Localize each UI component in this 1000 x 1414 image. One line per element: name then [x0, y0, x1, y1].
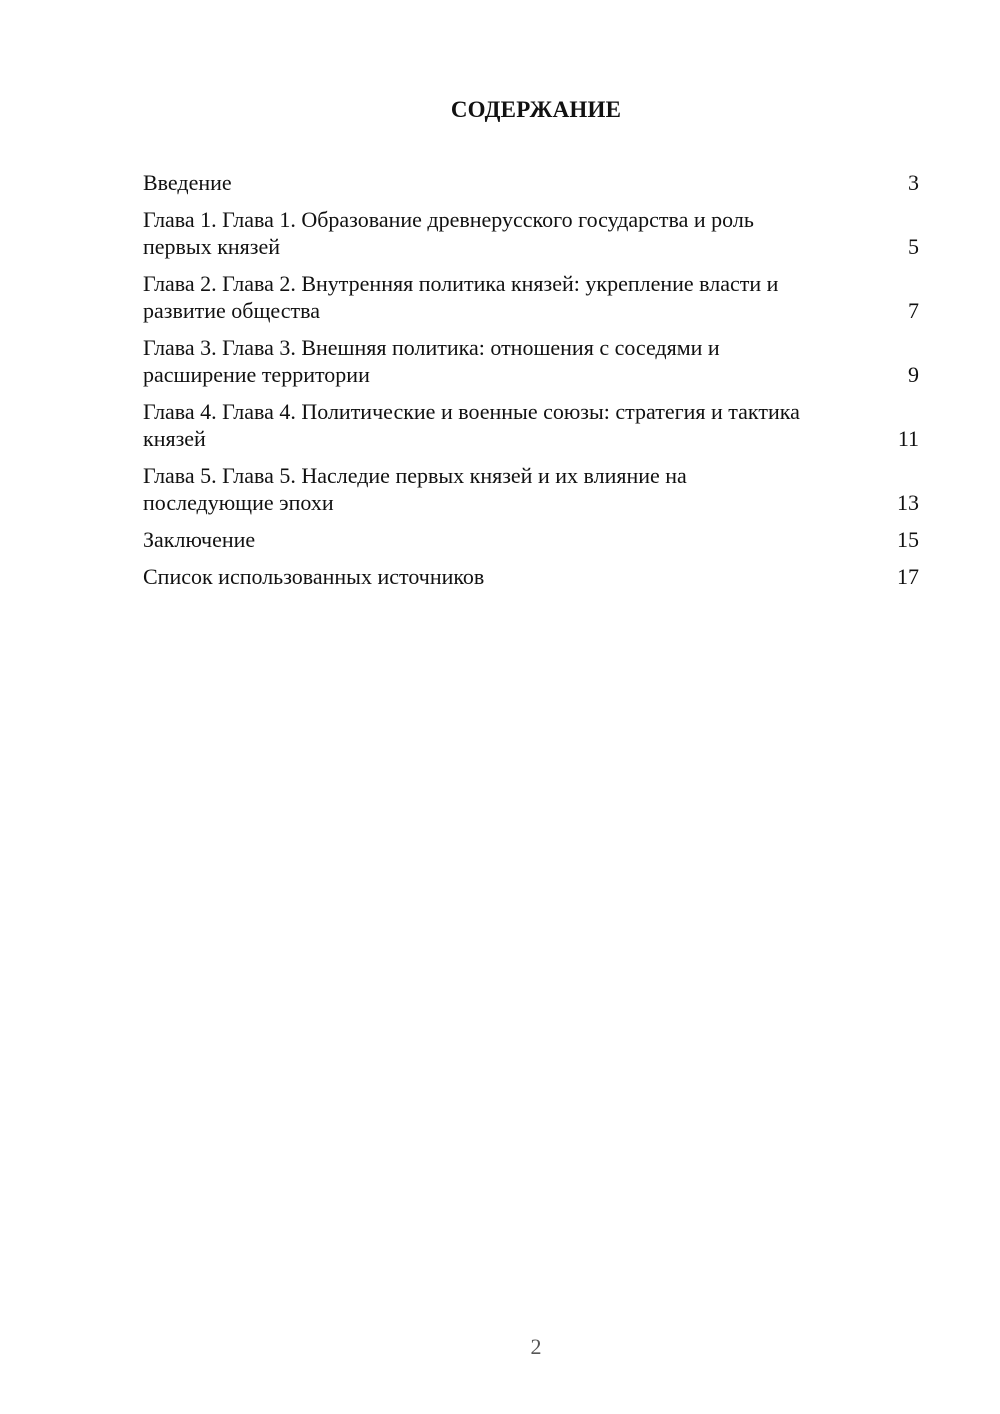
- toc-entry-text: Глава 5. Глава 5. Наследие первых князей и их влияние на последующие эпохи: [143, 463, 687, 515]
- toc-title: СОДЕРЖАНИЕ: [450, 97, 622, 122]
- toc-entry-page: 13: [897, 490, 919, 515]
- toc-entry-page: 9: [908, 362, 919, 387]
- toc-entry-text: Глава 2. Глава 2. Внутренняя политика князей: укрепление власти и развитие общества: [143, 271, 779, 323]
- toc-entry-page: 17: [897, 564, 919, 589]
- table-of-contents: [143, 169, 919, 600]
- toc-entry-text: Список использованных источников: [143, 564, 485, 589]
- toc-entry: [143, 563, 919, 590]
- toc-entry: [143, 462, 919, 516]
- toc-entry: [143, 169, 919, 196]
- page-number: 2: [530, 1334, 542, 1359]
- toc-entry-text: Глава 4. Глава 4. Политические и военные союзы: стратегия и тактика князей: [143, 399, 800, 451]
- toc-entry: [143, 206, 919, 260]
- toc-entry-text: Глава 1. Глава 1. Образование древнерусского государства и роль первых князей: [143, 207, 754, 259]
- toc-entry-page: 5: [908, 234, 919, 259]
- toc-entry-page: 15: [897, 527, 919, 552]
- toc-entry-text: Введение: [143, 170, 232, 195]
- toc-entry-text: Глава 3. Глава 3. Внешняя политика: отношения с соседями и расширение территории: [143, 335, 720, 387]
- toc-entry: [143, 398, 919, 452]
- toc-entry-page: 7: [908, 298, 919, 323]
- toc-entry: [143, 334, 919, 388]
- toc-entry-page: 11: [897, 426, 919, 451]
- toc-entry-text: Заключение: [143, 527, 256, 552]
- toc-entry: [143, 270, 919, 324]
- toc-entry: [143, 526, 919, 553]
- toc-entry-page: 3: [908, 170, 919, 195]
